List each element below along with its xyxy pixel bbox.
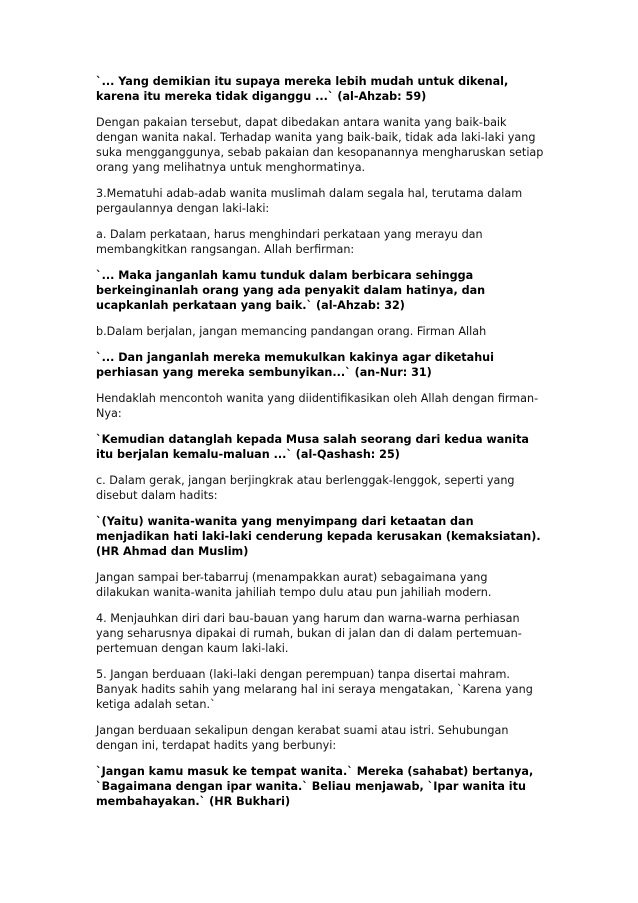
paragraph-point-3: 3.Mematuhi adab-adab wanita muslimah dalam segala hal, terutama dalam pergaulannya dengan laki-laki:: [96, 187, 523, 215]
paragraph-pakaian: Dengan pakaian tersebut, dapat dibedakan antara wanita yang baik-baik dengan wanita nakal. Terhadap wanita yang baik-baik, tidak ada laki-laki yang suka mengganggunya, sebab pakaian dan kesopanannya mengharuskan setiap orang yang melihatnya untuk menghormatinya.: [96, 116, 544, 174]
paragraph-point-5: 5. Jangan berduaan (laki-laki dengan perempuan) tanpa disertai mahram. Banyak hadits sahih yang melarang hal ini seraya mengatakan, `Karena yang ketiga adalah setan.`: [96, 668, 533, 711]
quote-hr-bukhari: `Jangan kamu masuk ke tempat wanita.` Mereka (sahabat) bertanya, `Bagaimana dengan ipar wanita.` Beliau menjawab, `Ipar wanita itu membahayakan.` (HR Bukhari): [96, 765, 534, 808]
quote-an-nur-31: `... Dan janganlah mereka memukulkan kakinya agar diketahui perhiasan yang mereka sembunyikan...` (an-Nur: 31): [96, 351, 494, 379]
paragraph-point-3a: a. Dalam perkataan, harus menghindari perkataan yang merayu dan membangkitkan rangsangan. Allah berfirman:: [96, 228, 483, 256]
paragraph-point-3c: c. Dalam gerak, jangan berjingkrak atau berlenggak-lenggok, seperti yang disebut dalam hadits:: [96, 474, 515, 502]
document-page: [96, 74, 544, 820]
paragraph-kerabat: Jangan berduaan sekalipun dengan kerabat suami atau istri. Sehubungan dengan ini, terdapat hadits yang berbunyi:: [96, 724, 509, 752]
paragraph-point-4: 4. Menjauhkan diri dari bau-bauan yang harum dan warna-warna perhiasan yang seharusnya dipakai di rumah, bukan di jalan dan di dalam pertemuan-pertemuan dengan kaum laki-laki.: [96, 612, 522, 655]
paragraph-mencontoh: Hendaklah mencontoh wanita yang diidentifikasikan oleh Allah dengan firman-Nya:: [96, 392, 539, 420]
quote-al-ahzab-32: `... Maka janganlah kamu tunduk dalam berbicara sehingga berkeinginanlah orang yang ada penyakit dalam hatinya, dan ucapkanlah perkataan yang baik.` (al-Ahzab: 32): [96, 269, 486, 312]
quote-hr-ahmad-muslim: `(Yaitu) wanita-wanita yang menyimpang dari ketaatan dan menjadikan hati laki-laki cenderung kepada kerusakan (kemaksiatan).(HR Ahmad dan Muslim): [96, 515, 541, 558]
quote-al-qashash-25: `Kemudian datanglah kepada Musa salah seorang dari kedua wanita itu berjalan kemalu-maluan ...` (al-Qashash: 25): [96, 433, 529, 461]
paragraph-tabarruj: Jangan sampai ber-tabarruj (menampakkan aurat) sebagaimana yang dilakukan wanita-wanita jahiliah tempo dulu atau pun jahiliah modern.: [96, 571, 492, 599]
quote-al-ahzab-59: `... Yang demikian itu supaya mereka lebih mudah untuk dikenal, karena itu mereka tidak diganggu ...` (al-Ahzab: 59): [96, 75, 509, 103]
paragraph-point-3b: b.Dalam berjalan, jangan memancing pandangan orang. Firman Allah: [96, 325, 487, 338]
